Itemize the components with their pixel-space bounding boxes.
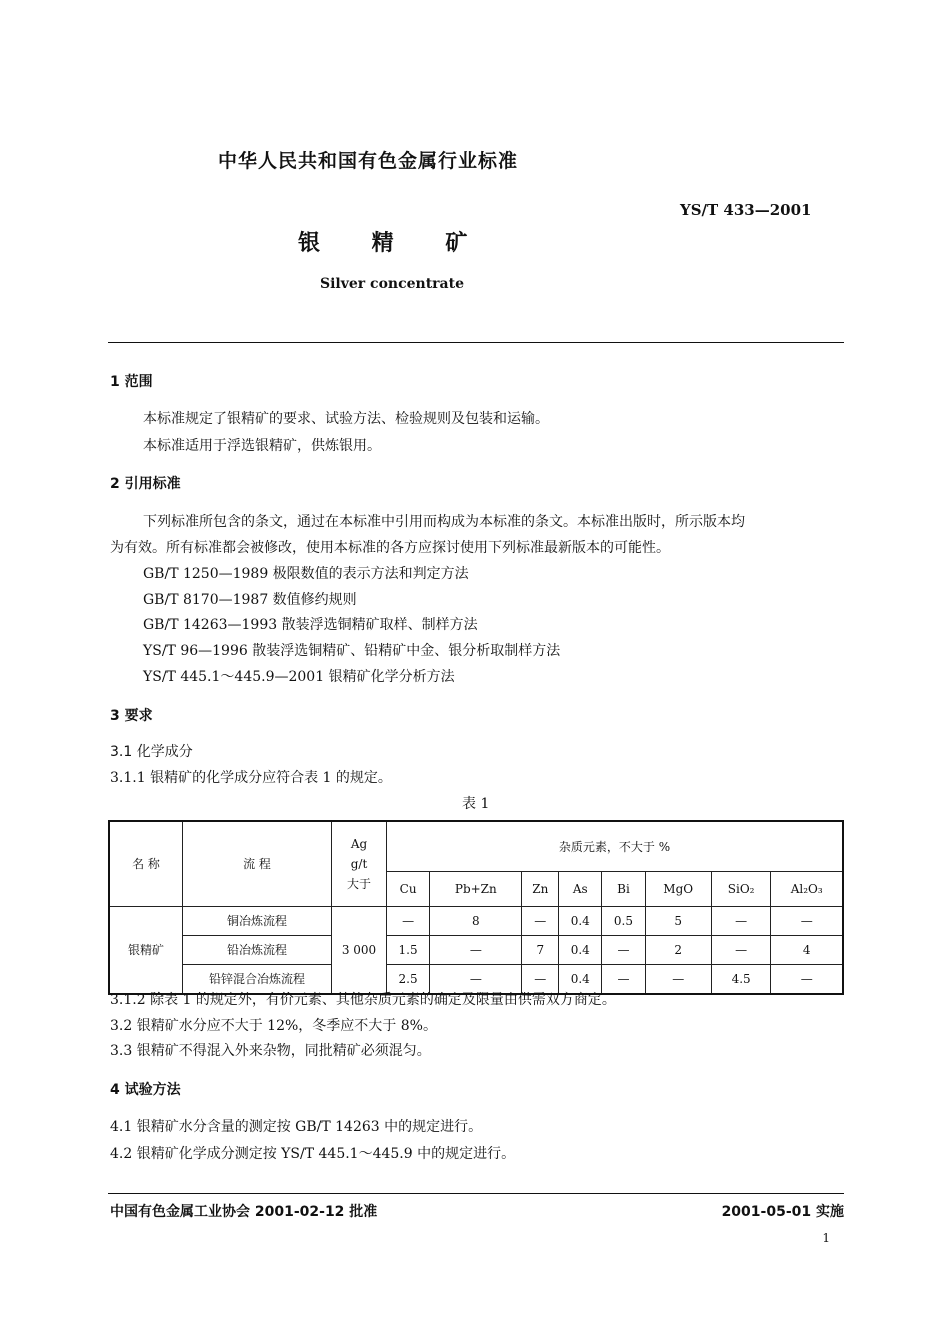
- section-3-heading: 3 要求: [110, 708, 153, 724]
- value-cell: 7: [522, 935, 559, 964]
- value-cell: —: [430, 935, 522, 964]
- standard-code: YS/T 433—2001: [680, 201, 812, 219]
- value-cell: —: [602, 964, 645, 994]
- element-header: Bi: [602, 871, 645, 906]
- value-cell: —: [645, 964, 711, 994]
- value-cell: —: [711, 935, 771, 964]
- reference-item: GB/T 1250—1989 极限数值的表示方法和判定方法: [143, 566, 469, 582]
- value-cell: 0.5: [602, 906, 645, 935]
- section-2-para-line-1: 下列标准所包含的条文，通过在本标准中引用而构成为本标准的条文。本标准出版时，所示版本均: [143, 514, 745, 530]
- clause-3-2: 3.2 银精矿水分应不大于 12%，冬季应不大于 8%。: [110, 1018, 437, 1034]
- product-name-cell: 银精矿: [109, 906, 183, 994]
- clause-3-1-2: 3.1.2 除表 1 的规定外，有价元素、其他杂质元素的确定及限量由供需双方商定。: [110, 992, 616, 1008]
- approval-date: 中国有色金属工业协会 2001-02-12 批准: [110, 1204, 378, 1220]
- value-cell: 0.4: [559, 906, 602, 935]
- value-cell: 5: [645, 906, 711, 935]
- table-row: [109, 906, 843, 935]
- section-4-heading: 4 试验方法: [110, 1082, 181, 1098]
- clause-3-1-1: 3.1.1 银精矿的化学成分应符合表 1 的规定。: [110, 770, 392, 786]
- value-cell: 0.4: [559, 964, 602, 994]
- implementation-date: 2001-05-01 实施: [721, 1204, 844, 1220]
- section-1-para-1: 本标准规定了银精矿的要求、试验方法、检验规则及包装和运输。: [143, 411, 549, 427]
- element-header: Cu: [387, 871, 430, 906]
- value-cell: —: [522, 906, 559, 935]
- table-header-name: 名 称: [109, 821, 183, 906]
- ag-label: Ag: [350, 836, 368, 851]
- value-cell: 8: [430, 906, 522, 935]
- reference-item: YS/T 445.1～445.9—2001 银精矿化学分析方法: [143, 669, 455, 685]
- element-header: SiO₂: [711, 871, 771, 906]
- value-cell: —: [522, 964, 559, 994]
- value-cell: 4: [771, 935, 843, 964]
- reference-item: GB/T 14263—1993 散装浮选铜精矿取样、制样方法: [143, 617, 478, 633]
- table-caption: 表 1: [462, 796, 490, 812]
- section-1-heading: 1 范围: [110, 374, 153, 390]
- table-header-process: 流 程: [183, 821, 332, 906]
- value-cell: 4.5: [711, 964, 771, 994]
- table-row: [109, 935, 843, 964]
- element-header: As: [559, 871, 602, 906]
- clause-3-3: 3.3 银精矿不得混入外来杂物，同批精矿必须混匀。: [110, 1043, 431, 1059]
- ag-value-cell: 3 000: [332, 906, 387, 994]
- ag-qualifier: 大于: [346, 876, 371, 891]
- section-2-para-line-2: 为有效。所有标准都会被修改，使用本标准的各方应探讨使用下列标准最新版本的可能性。: [110, 540, 670, 556]
- element-header: MgO: [645, 871, 711, 906]
- header-divider: [108, 342, 844, 343]
- value-cell: 2: [645, 935, 711, 964]
- ag-unit: g/t: [350, 856, 368, 871]
- section-2-heading: 2 引用标准: [110, 476, 181, 492]
- footer-divider: [108, 1193, 844, 1194]
- value-cell: 0.4: [559, 935, 602, 964]
- process-cell: 铜冶炼流程: [183, 906, 332, 935]
- document-title-english: Silver concentrate: [320, 276, 464, 292]
- value-cell: —: [387, 906, 430, 935]
- clause-3-1: 3.1 化学成分: [110, 744, 193, 760]
- element-header: Zn: [522, 871, 559, 906]
- table-header-impurity: 杂质元素，不大于 %: [387, 821, 844, 871]
- process-cell: 铅锌混合冶炼流程: [183, 964, 332, 994]
- element-header: Pb+Zn: [430, 871, 522, 906]
- composition-table: [108, 820, 844, 995]
- value-cell: —: [771, 906, 843, 935]
- value-cell: —: [771, 964, 843, 994]
- table-header-ag: [332, 821, 387, 906]
- value-cell: —: [430, 964, 522, 994]
- reference-item: YS/T 96—1996 散装浮选铜精矿、铅精矿中金、银分析取制样方法: [143, 643, 561, 659]
- reference-item: GB/T 8170—1987 数值修约规则: [143, 592, 357, 608]
- value-cell: 2.5: [387, 964, 430, 994]
- value-cell: —: [602, 935, 645, 964]
- value-cell: 1.5: [387, 935, 430, 964]
- value-cell: —: [711, 906, 771, 935]
- page-number: 1: [822, 1231, 830, 1245]
- issuing-body: 中华人民共和国有色金属行业标准: [218, 150, 519, 172]
- element-header: Al₂O₃: [771, 871, 843, 906]
- clause-4-1: 4.1 银精矿水分含量的测定按 GB/T 14263 中的规定进行。: [110, 1119, 483, 1135]
- process-cell: 铅冶炼流程: [183, 935, 332, 964]
- clause-4-2: 4.2 银精矿化学成分测定按 YS/T 445.1～445.9 中的规定进行。: [110, 1146, 516, 1162]
- document-title: 银 精 矿: [298, 231, 470, 256]
- section-1-para-2: 本标准适用于浮选银精矿，供炼银用。: [143, 438, 381, 454]
